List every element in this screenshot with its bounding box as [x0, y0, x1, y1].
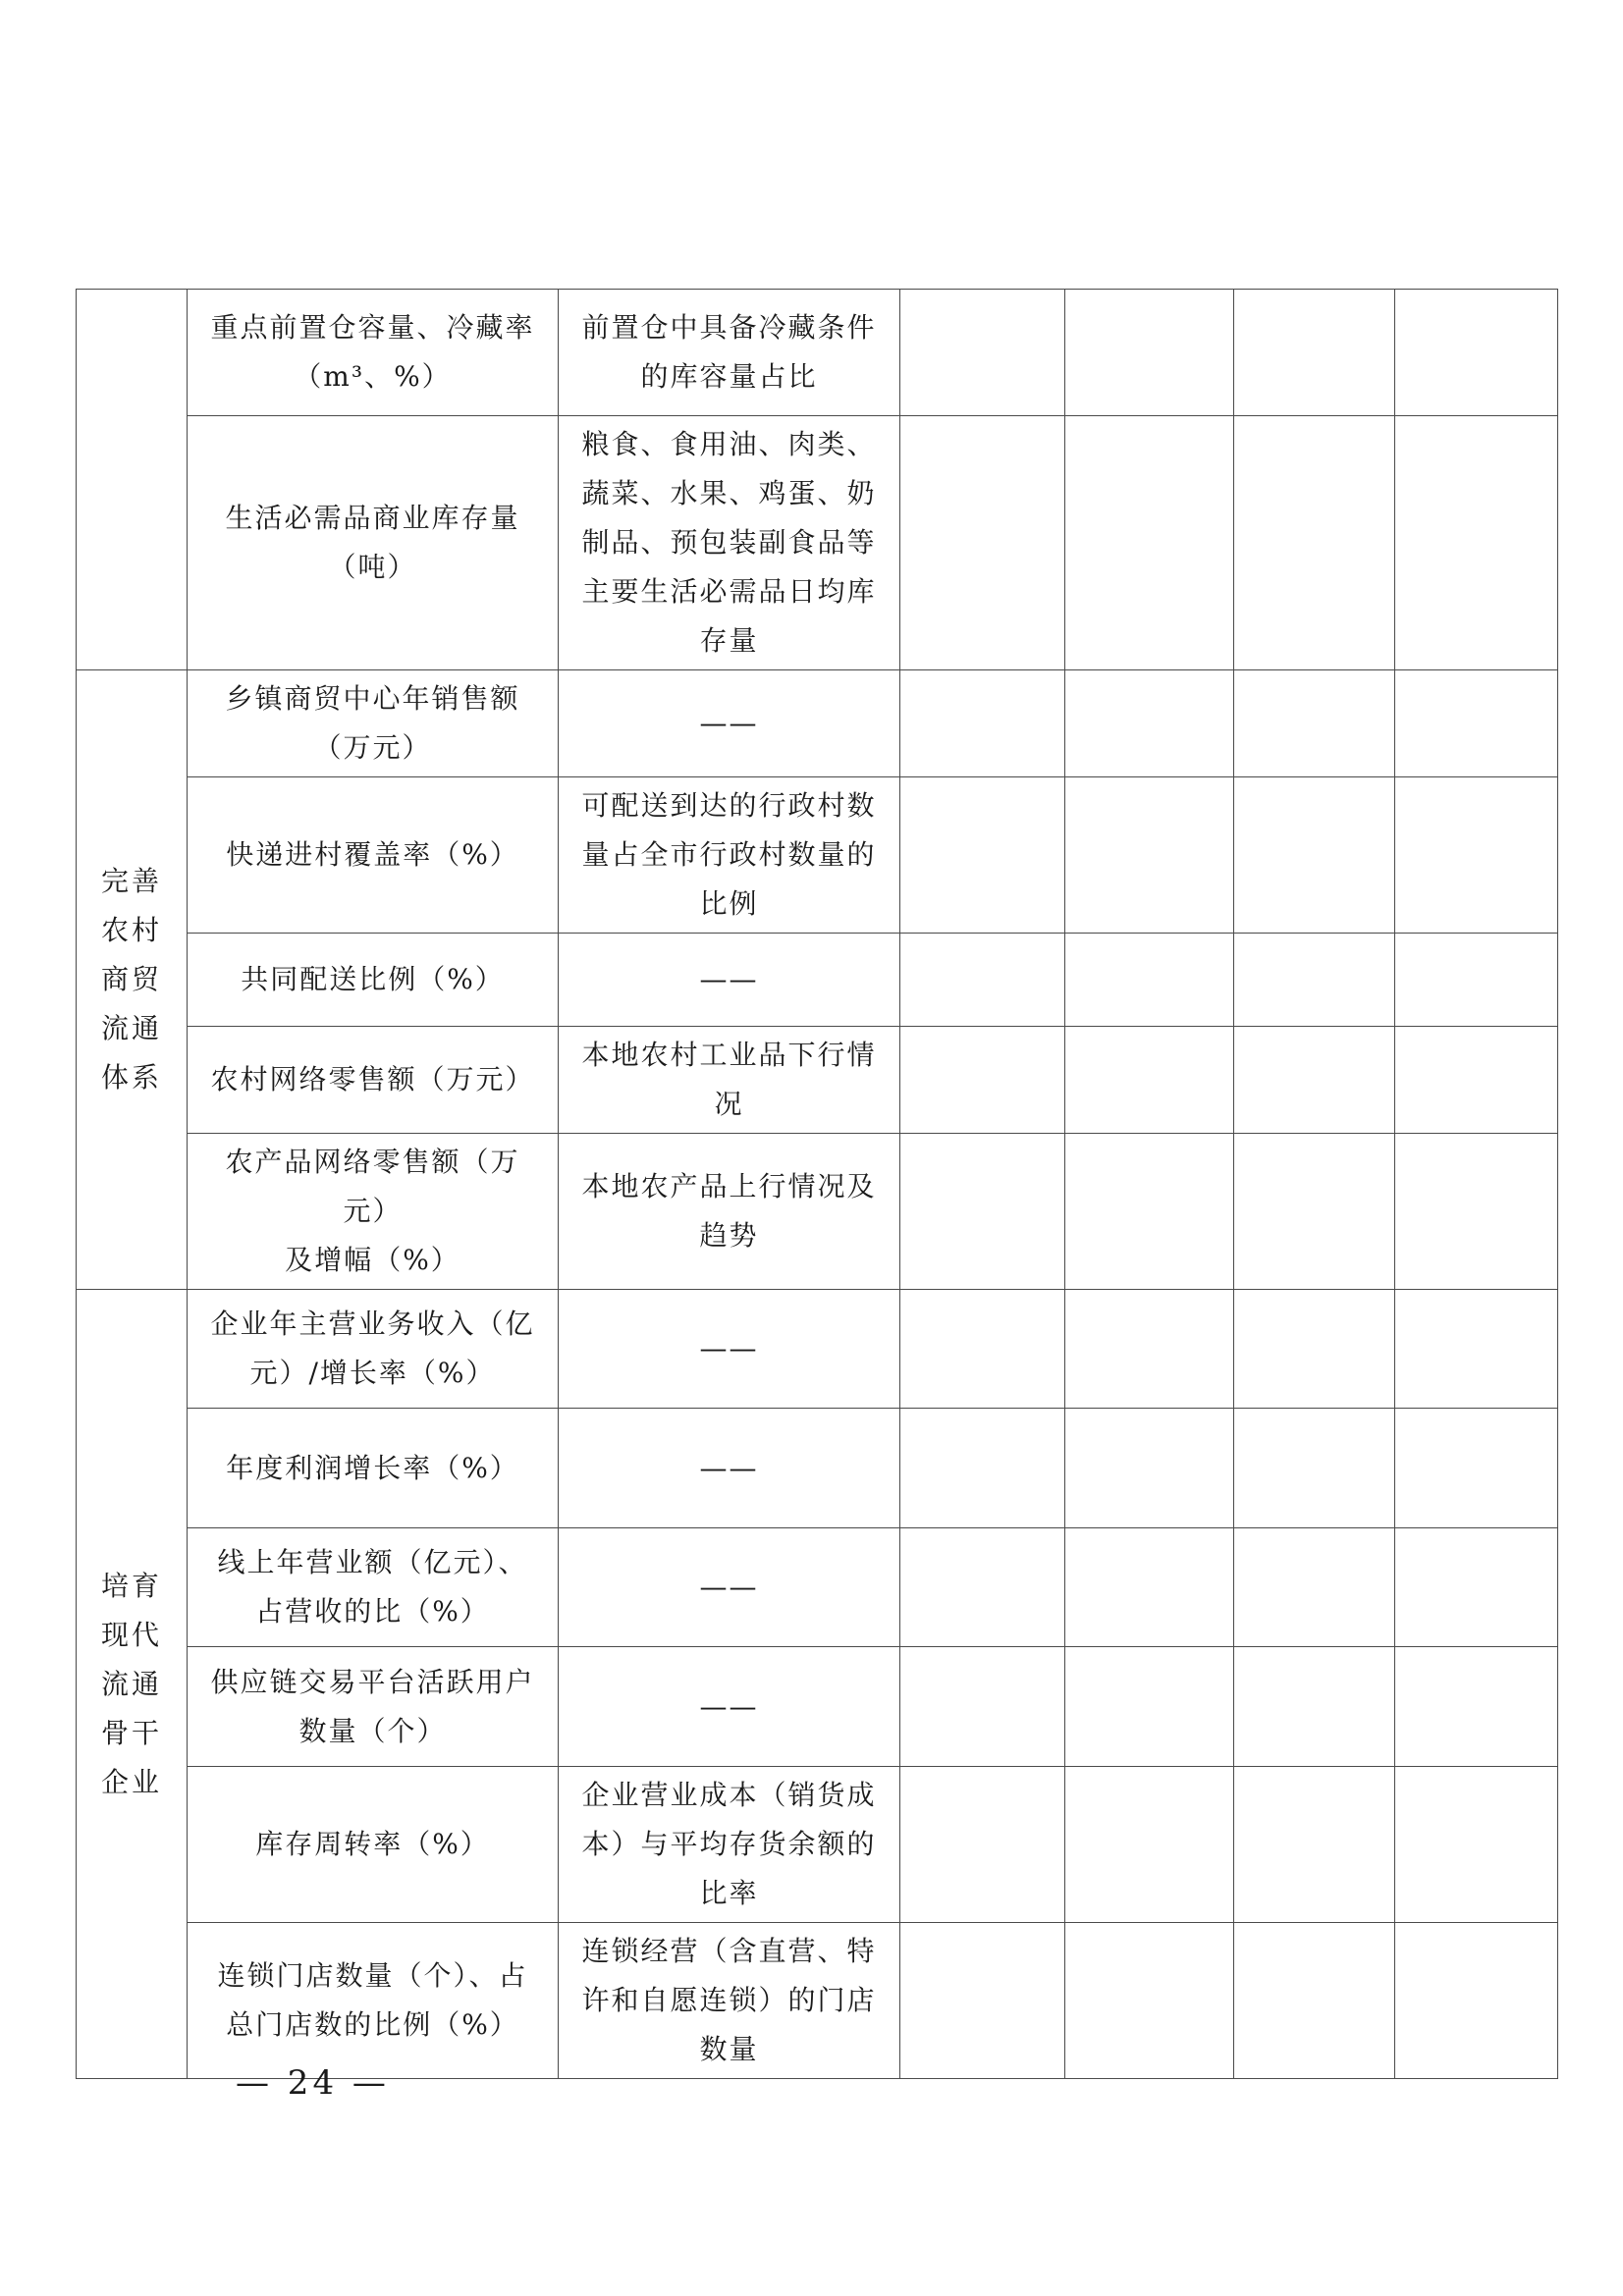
- empty-cell: [1234, 416, 1395, 670]
- note-cell: 连锁经营（含直营、特 许和自愿连锁）的门店 数量: [559, 1923, 900, 2079]
- note-cell: 前置仓中具备冷藏条件 的库容量占比: [559, 290, 900, 416]
- empty-cell: [1395, 1767, 1558, 1923]
- note-cell: 企业营业成本（销货成 本）与平均存货余额的 比率: [559, 1767, 900, 1923]
- empty-cell: [1065, 1923, 1234, 2079]
- empty-cell: [900, 1923, 1065, 2079]
- empty-cell: [1065, 416, 1234, 670]
- indicator-cell: 连锁门店数量（个）、占 总门店数的比例（%）: [188, 1923, 559, 2079]
- empty-cell: [1234, 290, 1395, 416]
- empty-cell: [1234, 1528, 1395, 1647]
- empty-cell: [900, 1409, 1065, 1528]
- table-row: [77, 1290, 1558, 1409]
- empty-cell: [900, 777, 1065, 934]
- empty-cell: [1395, 1923, 1558, 2079]
- empty-cell: [1395, 1290, 1558, 1409]
- category-cell: [77, 290, 188, 670]
- empty-cell: [900, 1134, 1065, 1290]
- note-cell: 本地农产品上行情况及 趋势: [559, 1134, 900, 1290]
- note-cell: ——: [559, 1647, 900, 1767]
- table-row: [77, 416, 1558, 670]
- empty-cell: [1234, 934, 1395, 1027]
- empty-cell: [1395, 777, 1558, 934]
- category-cell: [77, 1290, 188, 2079]
- indicator-cell: 库存周转率（%）: [188, 1767, 559, 1923]
- note-cell: 粮食、食用油、肉类、 蔬菜、水果、鸡蛋、奶 制品、预包装副食品等 主要生活必需品日均库 存量: [559, 416, 900, 670]
- note-cell: ——: [559, 1409, 900, 1528]
- empty-cell: [900, 1647, 1065, 1767]
- table-row: [77, 1923, 1558, 2079]
- table-row: [77, 777, 1558, 934]
- empty-cell: [1065, 290, 1234, 416]
- empty-cell: [1395, 1647, 1558, 1767]
- empty-cell: [900, 1027, 1065, 1134]
- empty-cell: [1395, 416, 1558, 670]
- empty-cell: [900, 1528, 1065, 1647]
- empty-cell: [1234, 670, 1395, 777]
- note-cell: 可配送到达的行政村数 量占全市行政村数量的 比例: [559, 777, 900, 934]
- note-cell: ——: [559, 934, 900, 1027]
- note-cell: 本地农村工业品下行情 况: [559, 1027, 900, 1134]
- note-cell: ——: [559, 1290, 900, 1409]
- category-cell: [77, 670, 188, 1290]
- indicator-cell: 农村网络零售额（万元）: [188, 1027, 559, 1134]
- empty-cell: [1065, 1409, 1234, 1528]
- empty-cell: [900, 934, 1065, 1027]
- indicator-cell: 线上年营业额（亿元）、 占营收的比（%）: [188, 1528, 559, 1647]
- page-number: — 24 —: [236, 2063, 390, 2103]
- indicator-cell: 年度利润增长率（%）: [188, 1409, 559, 1528]
- empty-cell: [1234, 1290, 1395, 1409]
- empty-cell: [1234, 1647, 1395, 1767]
- indicator-cell: 生活必需品商业库存量 （吨）: [188, 416, 559, 670]
- empty-cell: [1065, 1290, 1234, 1409]
- empty-cell: [1234, 1409, 1395, 1528]
- indicator-cell: 乡镇商贸中心年销售额 （万元）: [188, 670, 559, 777]
- empty-cell: [1065, 1027, 1234, 1134]
- empty-cell: [900, 290, 1065, 416]
- empty-cell: [900, 670, 1065, 777]
- empty-cell: [1065, 1767, 1234, 1923]
- empty-cell: [900, 416, 1065, 670]
- empty-cell: [1395, 290, 1558, 416]
- category-label: 完善农村商贸流通体系: [101, 865, 163, 1094]
- empty-cell: [1065, 1134, 1234, 1290]
- indicator-cell: 快递进村覆盖率（%）: [188, 777, 559, 934]
- empty-cell: [1234, 1767, 1395, 1923]
- table-row: [77, 934, 1558, 1027]
- indicator-table: [76, 289, 1558, 2079]
- indicator-cell: 共同配送比例（%）: [188, 934, 559, 1027]
- table-row: [77, 1647, 1558, 1767]
- empty-cell: [1234, 1027, 1395, 1134]
- empty-cell: [1395, 1528, 1558, 1647]
- empty-cell: [1395, 934, 1558, 1027]
- empty-cell: [1395, 670, 1558, 777]
- indicator-cell: 重点前置仓容量、冷藏率 （m³、%）: [188, 290, 559, 416]
- empty-cell: [1234, 1134, 1395, 1290]
- indicator-cell: 企业年主营业务收入（亿 元）/增长率（%）: [188, 1290, 559, 1409]
- table-row: [77, 1134, 1558, 1290]
- empty-cell: [900, 1767, 1065, 1923]
- note-cell: ——: [559, 670, 900, 777]
- indicator-cell: 供应链交易平台活跃用户 数量（个）: [188, 1647, 559, 1767]
- empty-cell: [1395, 1027, 1558, 1134]
- table-row: [77, 290, 1558, 416]
- table-row: [77, 1767, 1558, 1923]
- table-row: [77, 670, 1558, 777]
- empty-cell: [1395, 1134, 1558, 1290]
- empty-cell: [1065, 670, 1234, 777]
- empty-cell: [1234, 1923, 1395, 2079]
- table-row: [77, 1528, 1558, 1647]
- category-label: 培育现代流通骨干企业: [101, 1569, 163, 1798]
- empty-cell: [900, 1290, 1065, 1409]
- table-row: [77, 1409, 1558, 1528]
- table-row: [77, 1027, 1558, 1134]
- indicator-cell: 农产品网络零售额（万元） 及增幅（%）: [188, 1134, 559, 1290]
- empty-cell: [1065, 934, 1234, 1027]
- empty-cell: [1395, 1409, 1558, 1528]
- empty-cell: [1065, 777, 1234, 934]
- empty-cell: [1065, 1647, 1234, 1767]
- note-cell: ——: [559, 1528, 900, 1647]
- empty-cell: [1065, 1528, 1234, 1647]
- empty-cell: [1234, 777, 1395, 934]
